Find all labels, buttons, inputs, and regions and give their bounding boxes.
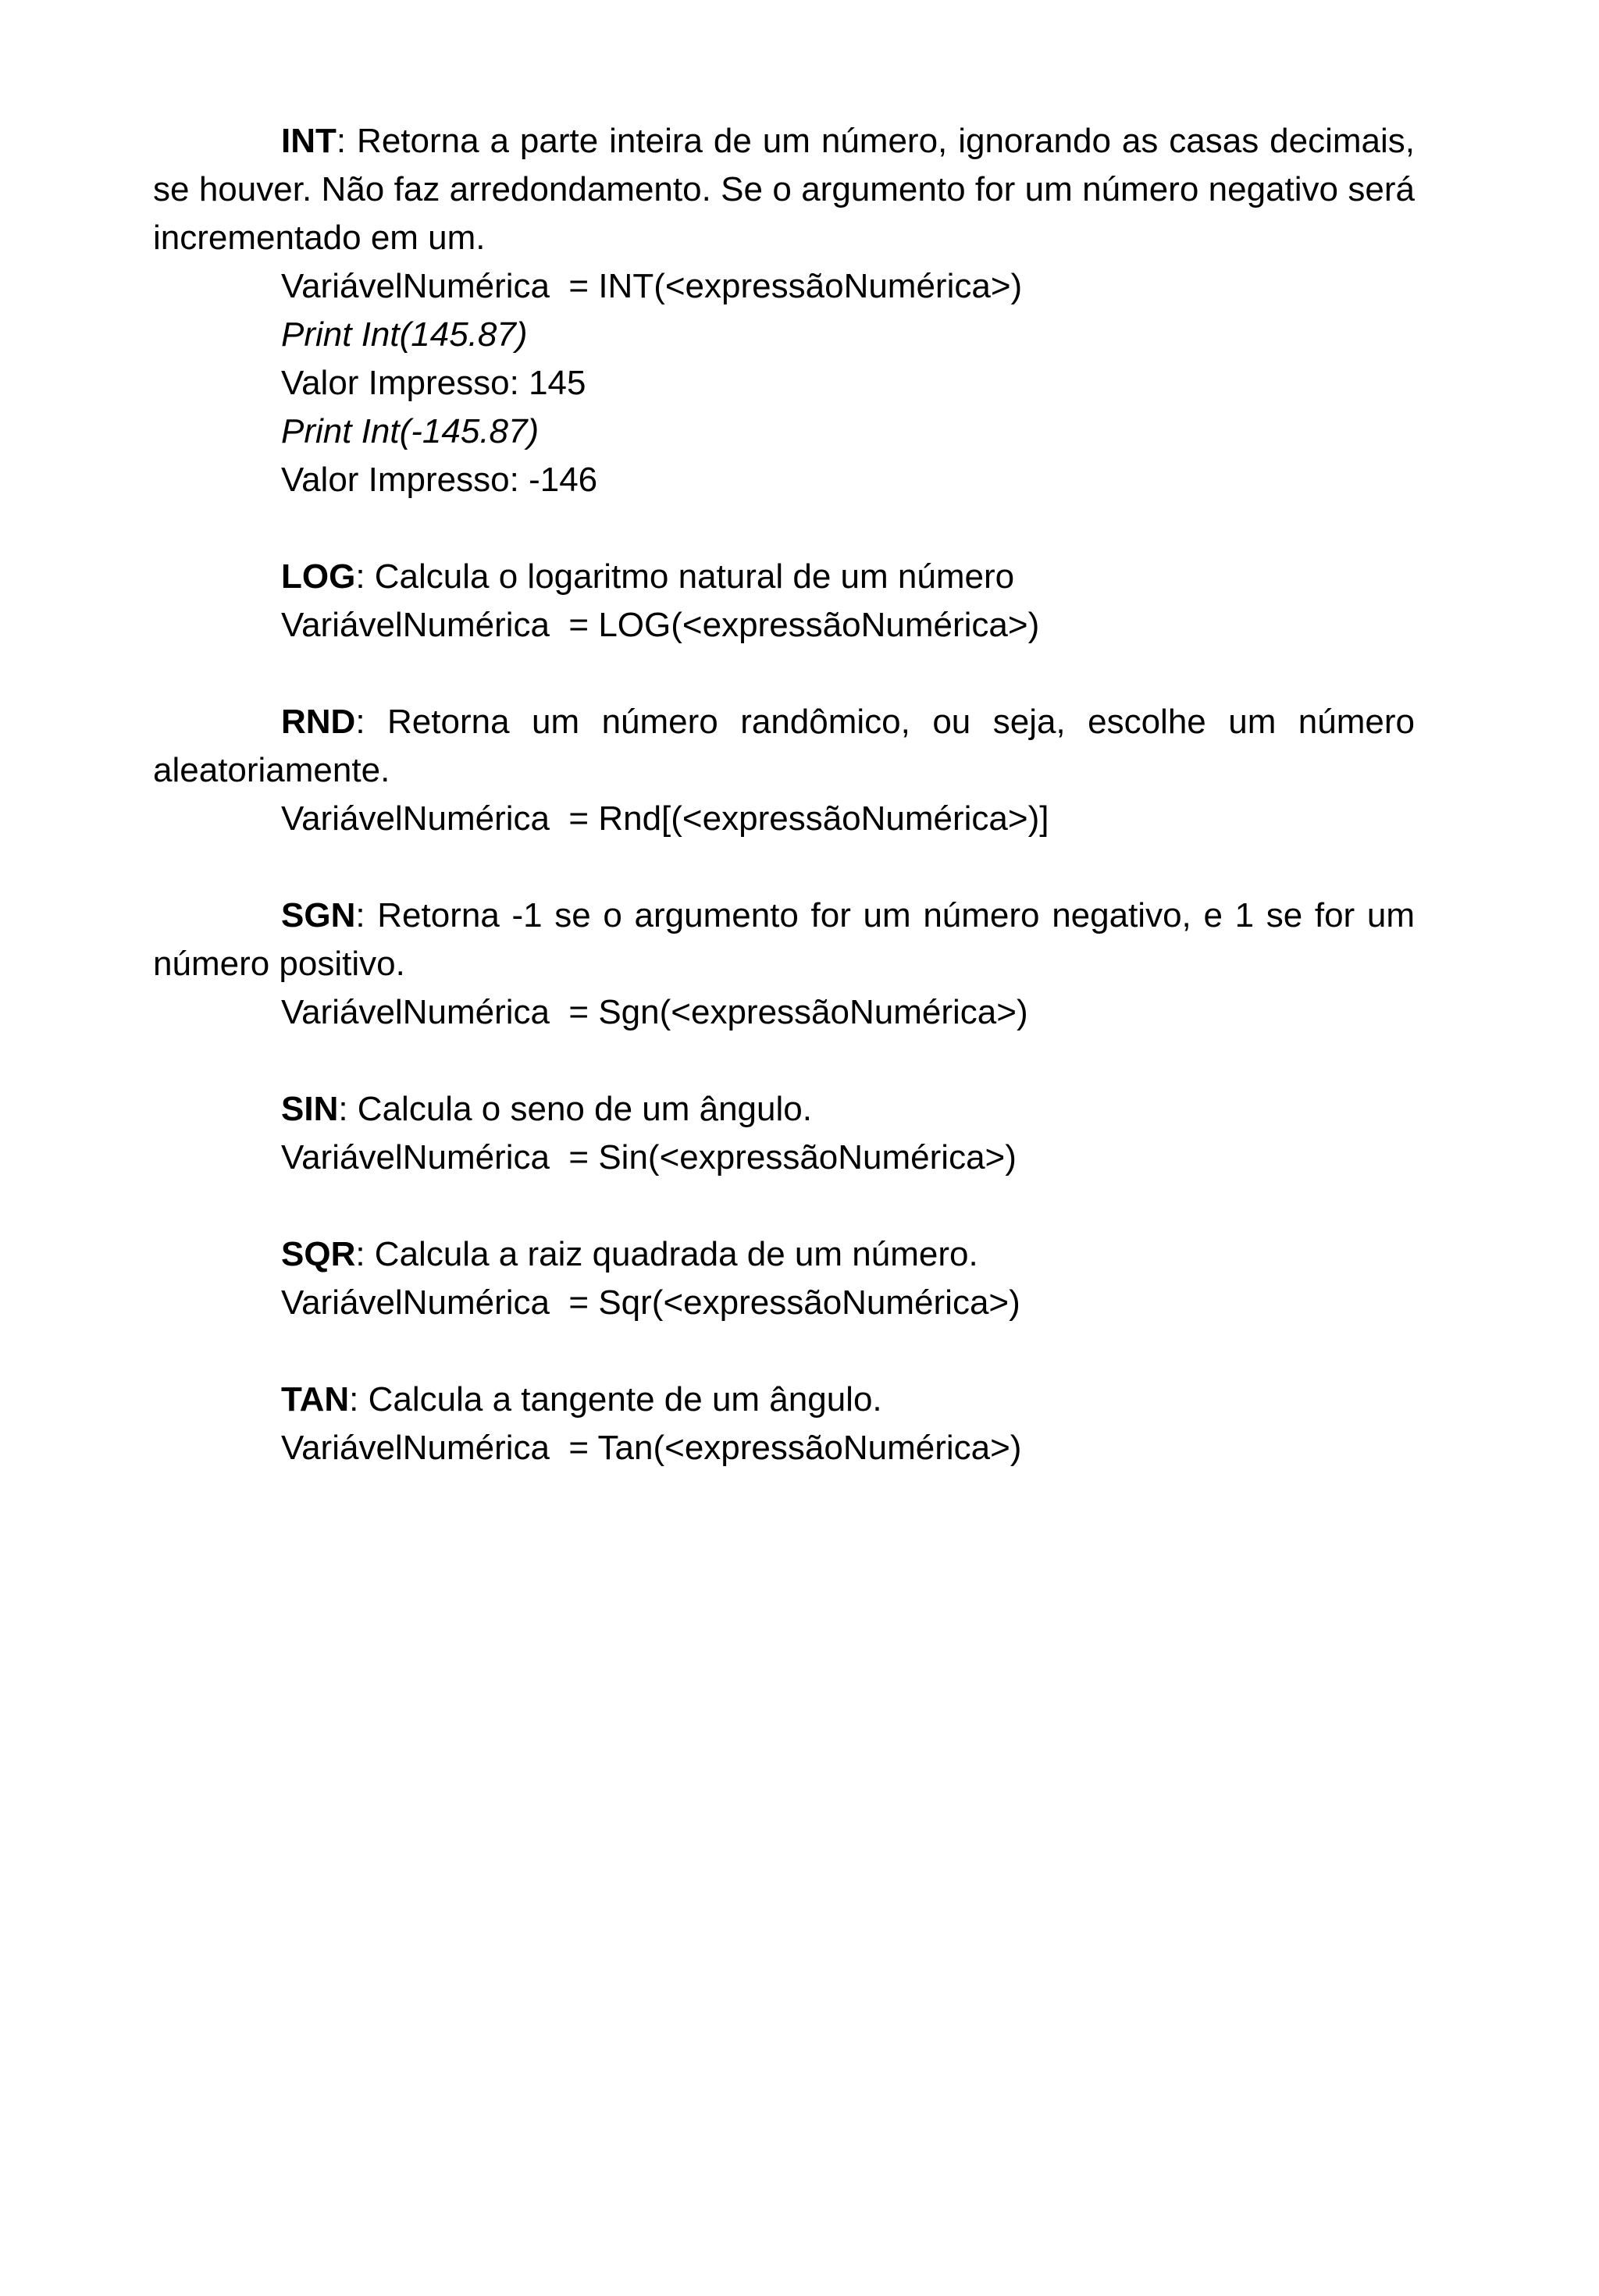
int-syntax: VariávelNumérica = INT(<expressãoNumérica>) — [281, 267, 1023, 305]
sin-syntax: VariávelNumérica = Sin(<expressãoNumérica>) — [281, 1138, 1017, 1176]
sgn-description — [153, 892, 1415, 988]
document-body — [153, 117, 1415, 1472]
sin-description — [153, 1085, 1415, 1134]
sgn-keyword: SGN — [281, 896, 356, 934]
sqr-keyword: SQR — [281, 1235, 356, 1273]
int-description-text: : Retorna a parte inteira de um número, ignorando as casas decimais, se houver. Não faz arredondamento. Se o argumento for um número negativo será incrementado em um. — [153, 122, 1415, 257]
int-result-1: Valor Impresso: 145 — [281, 364, 586, 402]
int-example-1: Print Int(145.87) — [281, 315, 528, 354]
rnd-syntax: VariávelNumérica = Rnd[(<expressãoNumérica>)] — [281, 799, 1049, 838]
sin-keyword: SIN — [281, 1090, 339, 1128]
section-gap — [153, 1327, 1415, 1376]
section-gap — [153, 843, 1415, 892]
tan-syntax: VariávelNumérica = Tan(<expressãoNumérica>) — [281, 1429, 1022, 1467]
sqr-description — [153, 1230, 1415, 1279]
sqr-description-text: : Calcula a raiz quadrada de um número. — [355, 1235, 978, 1273]
rnd-description — [153, 698, 1415, 795]
section-gap — [153, 504, 1415, 553]
section-gap — [153, 1037, 1415, 1085]
section-gap — [153, 1182, 1415, 1230]
int-keyword: INT — [281, 122, 337, 160]
log-syntax: VariávelNumérica = LOG(<expressãoNumérica>) — [281, 606, 1040, 644]
tan-description — [153, 1376, 1415, 1424]
rnd-description-text: : Retorna um número randômico, ou seja, escolhe um número aleatoriamente. — [153, 703, 1415, 789]
int-description — [153, 117, 1415, 262]
sin-description-text: : Calcula o seno de um ângulo. — [338, 1090, 812, 1128]
sqr-syntax: VariávelNumérica = Sqr(<expressãoNumérica>) — [281, 1283, 1020, 1322]
log-keyword: LOG — [281, 557, 356, 596]
rnd-keyword: RND — [281, 703, 356, 741]
int-result-2: Valor Impresso: -146 — [281, 461, 598, 499]
tan-description-text: : Calcula a tangente de um ângulo. — [349, 1380, 882, 1419]
sgn-syntax: VariávelNumérica = Sgn(<expressãoNumérica>) — [281, 993, 1028, 1031]
section-gap — [153, 650, 1415, 698]
sgn-description-text: : Retorna -1 se o argumento for um número negativo, e 1 se for um número positivo. — [153, 896, 1415, 983]
tan-keyword: TAN — [281, 1380, 350, 1419]
int-example-2: Print Int(-145.87) — [281, 412, 540, 450]
log-description-text: : Calcula o logaritmo natural de um número — [355, 557, 1015, 596]
log-description — [153, 553, 1415, 601]
